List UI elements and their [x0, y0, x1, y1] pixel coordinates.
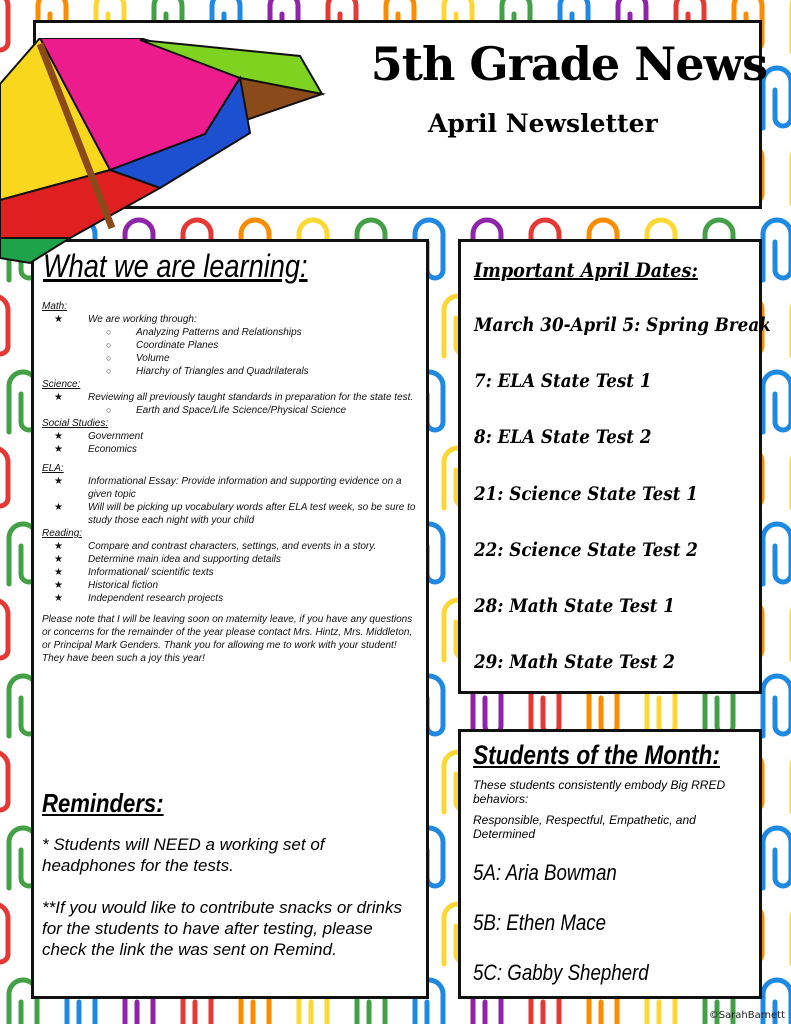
star-bullet-icon: ★: [54, 392, 63, 403]
students-of-month-panel: [458, 729, 762, 999]
reminder-headphones: * Students will NEED a working set of headphones for the tests.: [42, 835, 325, 875]
circle-bullet-icon: ○: [106, 366, 112, 376]
paperclip-shape: [763, 676, 791, 736]
paperclip-shape: [0, 296, 8, 356]
list-subitem: ○ Earth and Space/Life Science/Physical Science: [106, 405, 347, 416]
list-item: ★ Determine main idea and supporting details: [54, 554, 281, 565]
science-label: Science:: [42, 379, 81, 390]
student-5a: 5A: Aria Bowman: [473, 860, 617, 885]
learning-content: [42, 300, 416, 675]
student-5c: 5C: Gabby Shepherd: [473, 960, 649, 985]
reminders-heading: Reminders:: [42, 788, 164, 818]
list-subitem: ○ Analyzing Patterns and Relationships: [106, 327, 302, 338]
list-item: ★ Compare and contrast characters, settings, and events in a story.: [54, 541, 377, 552]
circle-bullet-icon: ○: [106, 405, 112, 415]
paperclip-shape: [763, 68, 791, 128]
newsletter-subtitle: April Newsletter: [428, 109, 658, 138]
paperclip-shape: [0, 600, 8, 660]
star-bullet-icon: ★: [54, 567, 63, 578]
paperclip-shape: [763, 372, 791, 432]
som-traits: Responsible, Respectful, Empathetic, and Determined: [473, 813, 696, 841]
star-bullet-icon: ★: [54, 444, 63, 455]
star-bullet-icon: ★: [54, 502, 63, 513]
date-item: 29: Math State Test 2: [474, 651, 675, 673]
star-bullet-icon: ★: [54, 554, 63, 565]
maternity-leave-note: Please note that I will be leaving soon on maternity leave, if you have any questions or concerns for the remainder of the year please contact Mrs. Hintz, Mrs. Middleton, or Principal Mark Genders. Thank you for allowing me to work with your student! They have been such a joy this year!: [42, 614, 413, 664]
list-subitem: ○ Coordinate Planes: [106, 340, 219, 351]
som-heading: Students of the Month:: [473, 740, 720, 770]
list-item: ★ Economics: [54, 444, 137, 455]
list-item: ★ Informational/ scientific texts: [54, 567, 214, 578]
reminder-snacks: **If you would like to contribute snacks or drinks for the students to have after testing, please check the link the was sent on Remind.: [42, 898, 403, 959]
paperclip-shape: [0, 904, 8, 964]
date-item: March 30-April 5: Spring Break: [474, 314, 771, 336]
list-item: ★ Historical fiction: [54, 580, 159, 591]
star-bullet-icon: ★: [54, 593, 63, 604]
dates-heading: Important April Dates:: [474, 258, 698, 282]
list-subitem: ○ Volume: [106, 353, 170, 364]
newsletter-title: 5th Grade News: [370, 37, 767, 91]
star-bullet-icon: ★: [54, 314, 63, 325]
umbrella-icon: [0, 38, 330, 268]
list-subitem: ○ Hiarchy of Triangles and Quadrilaterals: [106, 366, 309, 377]
list-item: ★ Will will be picking up vocabulary words after ELA test week, so be sure to study those each night with your child: [54, 502, 416, 526]
social-studies-label: Social Studies:: [42, 418, 109, 429]
circle-bullet-icon: ○: [106, 340, 112, 350]
important-dates-panel: [458, 239, 771, 694]
list-item: ★ Reviewing all previously taught standards in preparation for the state test.: [54, 392, 414, 403]
circle-bullet-icon: ○: [106, 353, 112, 363]
list-item: ★ Government: [54, 431, 144, 442]
date-item: 22: Science State Test 2: [474, 539, 698, 561]
list-item: ★ We are working through:: [54, 314, 197, 325]
star-bullet-icon: ★: [54, 431, 63, 442]
star-bullet-icon: ★: [54, 580, 63, 591]
paperclip-shape: [763, 220, 791, 280]
star-bullet-icon: ★: [54, 541, 63, 552]
learning-heading: What we are learning:: [43, 248, 308, 284]
math-label: Math:: [42, 301, 68, 312]
paperclip-shape: [0, 752, 8, 812]
student-5b: 5B: Ethen Mace: [473, 910, 607, 935]
date-item: 7: ELA State Test 1: [474, 370, 652, 392]
date-item: 28: Math State Test 1: [474, 595, 675, 617]
star-bullet-icon: ★: [54, 476, 63, 487]
copyright-credit: ©SarahBarnett: [708, 1010, 785, 1021]
date-item: 21: Science State Test 1: [474, 483, 698, 505]
paperclip-shape: [763, 524, 791, 584]
paperclip-shape: [0, 448, 8, 508]
learning-panel: [31, 239, 429, 999]
ela-label: ELA:: [42, 463, 64, 474]
date-item: 8: ELA State Test 2: [474, 426, 652, 448]
list-item: ★ Informational Essay: Provide information and supporting evidence on a given topic: [54, 476, 402, 500]
reading-label: Reading:: [42, 528, 83, 539]
paperclip-shape: [763, 828, 791, 888]
som-description: These students consistently embody Big RRED behaviors:: [473, 778, 726, 806]
circle-bullet-icon: ○: [106, 327, 112, 337]
list-item: ★ Independent research projects: [54, 593, 224, 604]
